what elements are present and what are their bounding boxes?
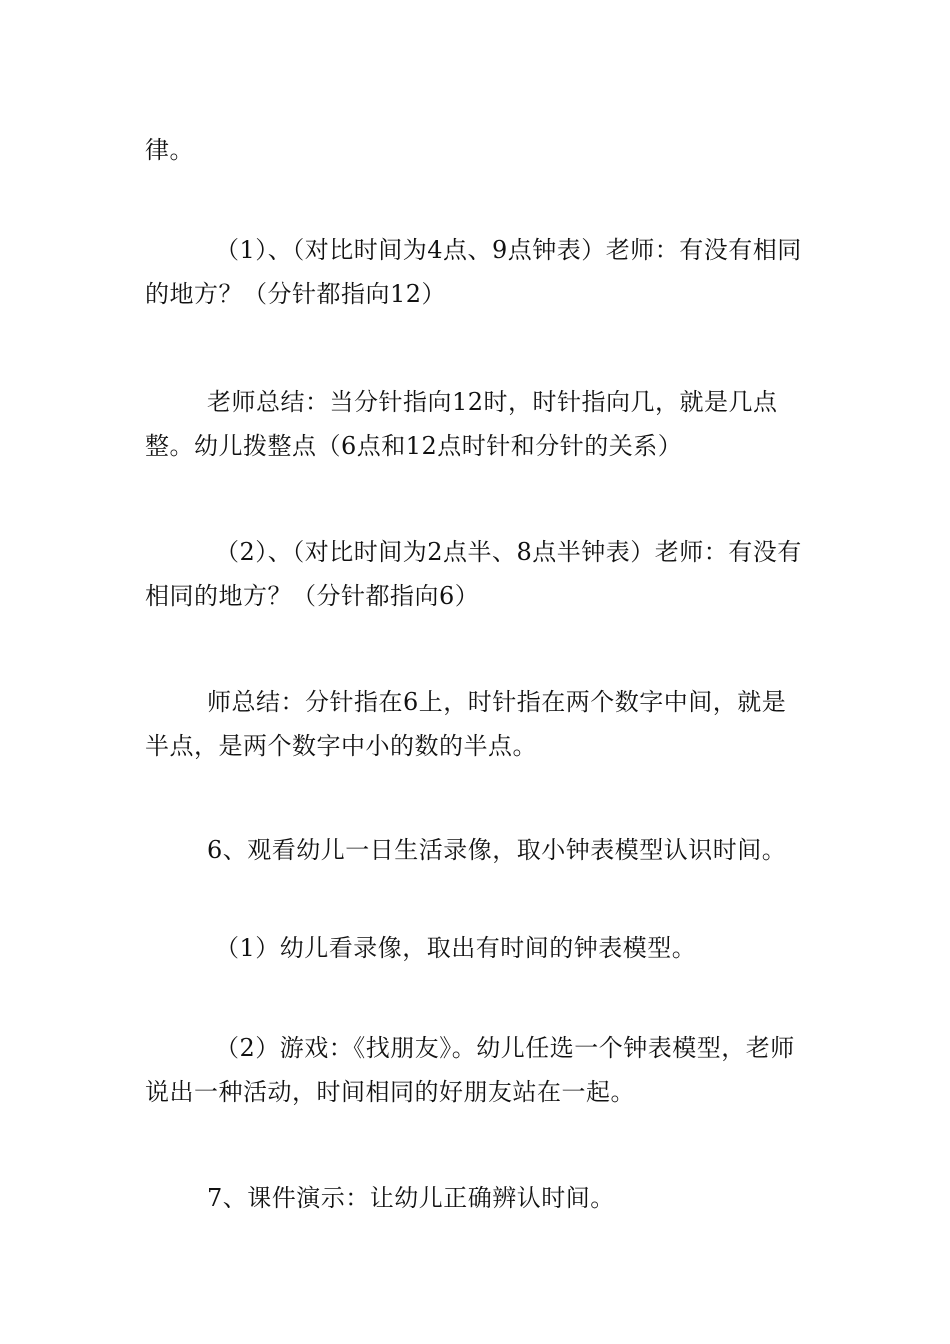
paragraph-step-6: 6、观看幼儿一日生活录像，取小钟表模型认识时间。	[207, 836, 787, 864]
paragraph-step-6-1: （1）幼儿看录像，取出有时间的钟表模型。	[215, 934, 697, 962]
paragraph-half-hour-summary: 师总结：分针指在6上，时针指在两个数字中间，就是半点，是两个数字中小的数的半点。	[145, 688, 787, 760]
paragraph-continuation: 律。	[145, 136, 194, 164]
paragraph-step-6-2: （2）游戏：《找朋友》。幼儿任选一个钟表模型，老师说出一种活动，时间相同的好朋友站在一起。	[145, 1034, 795, 1106]
paragraph-compare-whole-hour: （1）、（对比时间为4点、9点钟表）老师：有没有相同的地方？（分针都指向12）	[145, 236, 802, 308]
paragraph-step-7: 7、课件演示：让幼儿正确辨认时间。	[207, 1184, 615, 1212]
paragraph-compare-half-hour: （2）、（对比时间为2点半、8点半钟表）老师：有没有相同的地方？（分针都指向6）	[145, 538, 802, 610]
paragraph-whole-hour-summary: 老师总结：当分针指向12时，时针指向几，就是几点整。幼儿拨整点（6点和12点时针和分针的关系）	[145, 388, 778, 460]
